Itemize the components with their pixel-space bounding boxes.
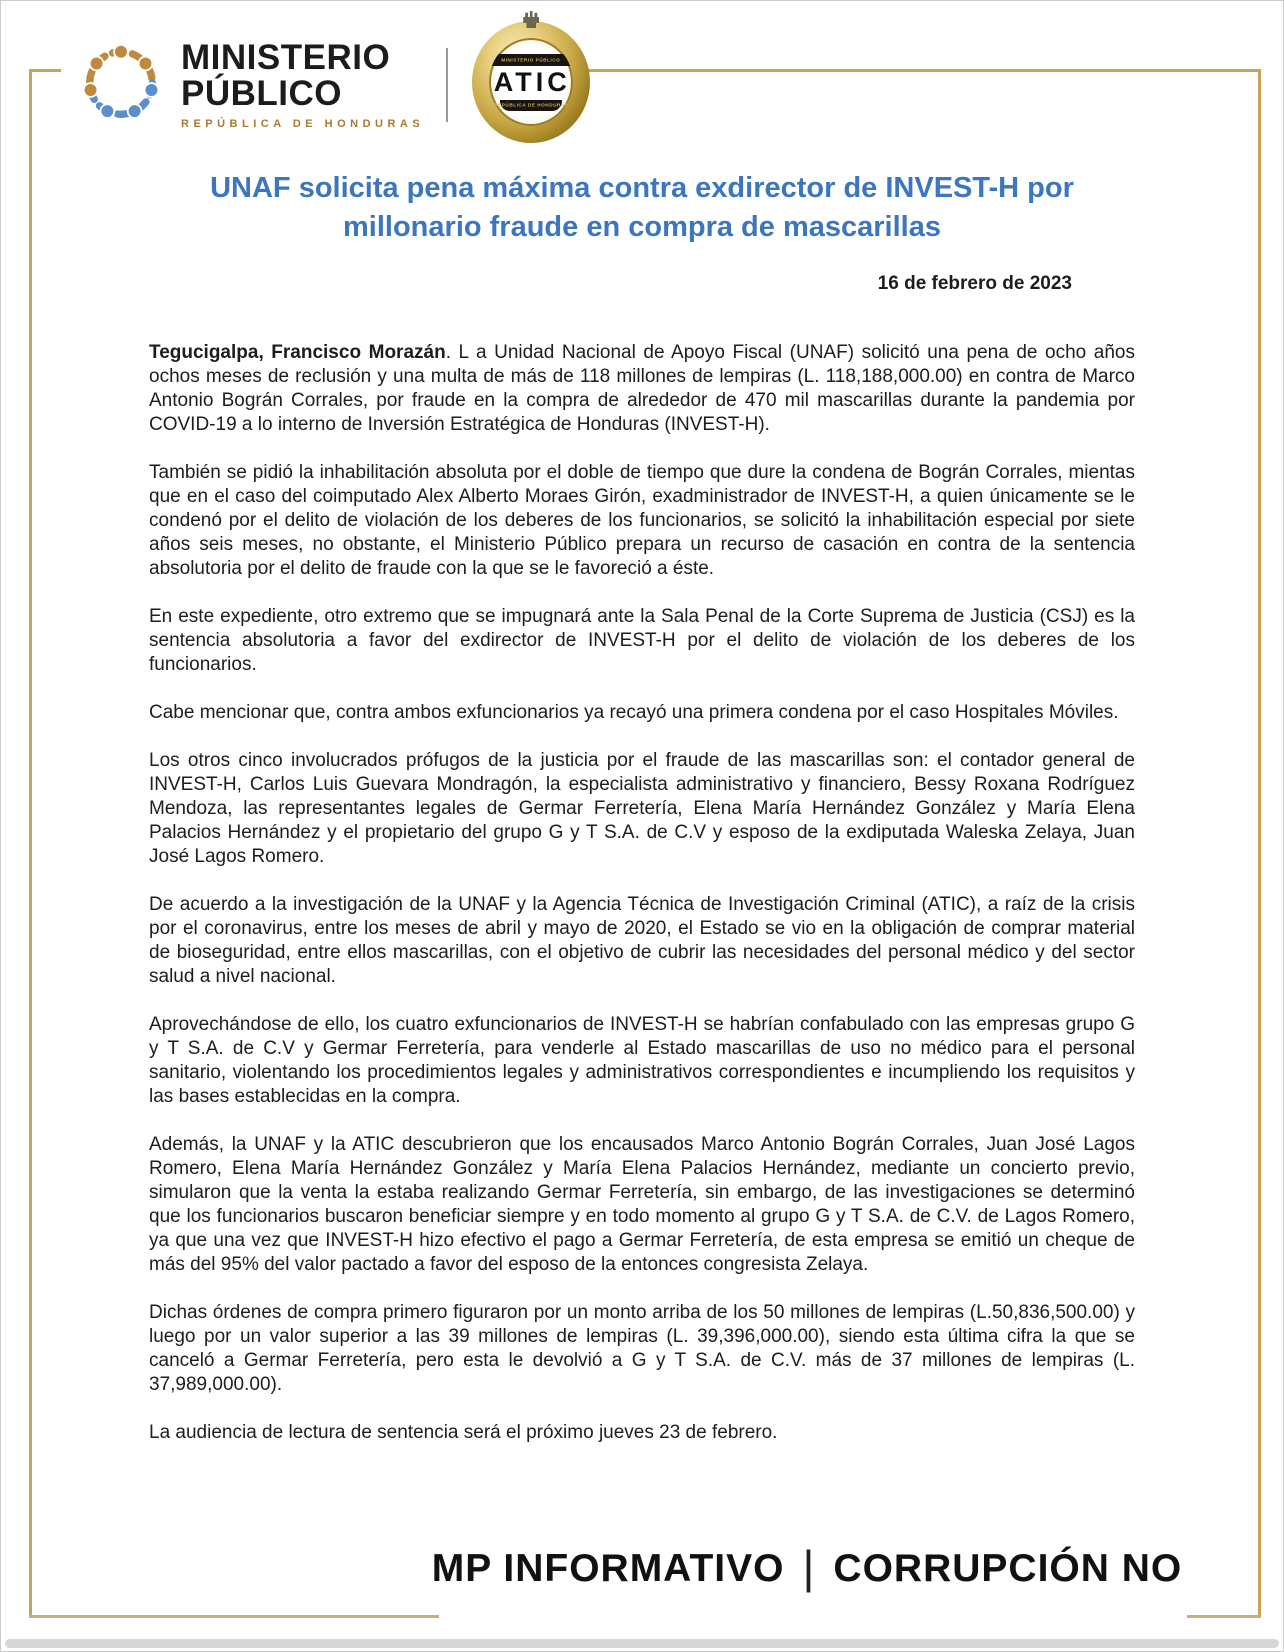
ministry-name-line2: PÚBLICO [181,73,342,113]
paragraph: Dichas órdenes de compra primero figuraron por un monto arriba de los 50 millones de lempiras (L.50,836,500.00) y luego por un valor superior a las 39 millones de lempiras (L. 39,396,000.00), siendo esta última cifra la que se canceló a Germar Ferretería, pero esta le devolvió a G y T S.A. de C.V. más de 37 millones de lempiras (L. 37,989,000.00). [149,1302,1135,1395]
ministry-wordmark [181,37,425,131]
gold-frame-top-left-stub [29,69,61,72]
paragraph: De acuerdo a la investigación de la UNAF y la Agencia Técnica de Investigación Criminal (ATIC), a raíz de la crisis por el coronavirus, entre los meses de abril y mayo de 2020, el Estado se vio en la obligación de comprar material de bioseguridad, entre ellos mascarillas, con el objetivo de cubrir las necesidades del personal médico y del sector salud a nivel nacional. [149,894,1135,987]
gold-frame-bottom-right-stub [1187,1615,1261,1618]
gold-frame-bottom-left-line [29,1615,439,1618]
atic-badge-icon [472,21,590,143]
gold-frame-top-right-line [537,69,1261,72]
footer-separator: | [802,1541,816,1593]
ministry-subtitle: REPÚBLICA DE HONDURAS [181,118,425,131]
footer-brand: MP INFORMATIVO [431,1547,785,1590]
article-date: 16 de febrero de 2023 [877,273,1072,294]
paragraph: También se pidió la inhabilitación absoluta por el doble de tiempo que dure la condena de Bográn Corrales, mientas que en el caso del coimputado Alex Alberto Moraes Girón, exadministrador de INVEST-H, a quien únicamente se le condenó por el delito de violación de los deberes de los funcionarios, se solicitó la inhabilitación especial por siete años seis meses, no obstante, el Ministerio Público prepara un recurso de casación en contra de la sentencia absolutoria por el delito de fraude con la que se le favoreció a éste. [149,462,1135,579]
atic-bottom-band: REPÚBLICA DE HONDURAS [500,100,562,111]
article [1,169,1283,1445]
paragraph: En este expediente, otro extremo que se impugnará ante la Sala Penal de la Corte Suprema de Justicia (CSJ) es la sentencia absolutoria a favor del exdirector de INVEST-H por el delito de violación de los deberes de los funcionarios. [149,606,1135,675]
gold-frame-left-line [29,69,32,1618]
paragraph: Cabe mencionar que, contra ambos exfuncionarios ya recayó una primera condena por el caso Hospitales Móviles. [149,702,1119,723]
ministerio-publico-logo-icon [75,37,167,134]
page-title-line1: UNAF solicita pena máxima contra exdirector de INVEST-H por [210,172,1074,204]
header [1,1,1283,143]
ministry-name-line1: MINISTERIO [181,37,391,77]
atic-top-band: MINISTERIO PÚBLICO [492,54,570,66]
page-title [149,169,1135,247]
logo-divider [446,48,448,122]
footer [1,1541,1283,1593]
page-title-line2: millonario fraude en compra de mascarillas [343,211,941,243]
gold-frame-right-line [1258,69,1261,1618]
paragraph: Los otros cinco involucrados prófugos de la justicia por el fraude de las mascarillas son: el contador general de INVEST-H, Carlos Luis Guevara Mondragón, la especialista administrativo y financiero, Bessy Roxana Rodríguez Mendoza, las representantes legales de Germar Ferretería, Elena María Hernández González y María Elena Palacios Hernández y el propietario del grupo G y T S.A. de C.V y esposo de la exdiputada Waleska Zelaya, Juan José Lagos Romero. [149,750,1135,867]
dateline: Tegucigalpa, Francisco Morazán [149,342,446,363]
page-bottom-edge [5,1639,1279,1648]
atic-logo [472,21,590,143]
paragraph: Aprovechándose de ello, los cuatro exfuncionarios de INVEST-H se habrían confabulado con las empresas grupo G y T S.A. de C.V y Germar Ferretería, para venderle al Estado mascarillas de uso no médico para el personal sanitario, violentando los procedimientos legales y administrativos correspondientes e incumpliendo los requisitos y las bases establecidas en la compra. [149,1014,1135,1107]
footer-slogan: CORRUPCIÓN NO [833,1547,1183,1590]
atic-label: ATIC [493,66,571,97]
paragraph: Además, la UNAF y la ATIC descubrieron que los encausados Marco Antonio Bográn Corrales, Juan José Lagos Romero, Elena María Hernández González y María Elena Palacios Hernández, mediante un concierto previo, simularon que la venta la estaba realizando Germar Ferretería, sin embargo, de las investigaciones se determinó que los funcionarios buscaron beneficiar siempre y en todo momento al grupo G y T S.A. de C.V. de Lagos Romero, ya que una vez que INVEST-H hizo efectivo el pago a Germar Ferretería, de esta empresa se emitió un cheque de más del 95% del valor pactado a favor del esposo de la entonces congresista Zelaya. [149,1134,1135,1275]
paragraph: La audiencia de lectura de sentencia será el próximo jueves 23 de febrero. [149,1422,778,1443]
paragraph: Tegucigalpa, Francisco Morazán. L a Unidad Nacional de Apoyo Fiscal (UNAF) solicitó una pena de ocho años ochos meses de reclusión y una multa de más de 118 millones de lempiras (L. 118,188,000.00) en contra de Marco Antonio Bográn Corrales, por fraude en la compra de alrededor de 470 mil mascarillas durante la pandemia por COVID-19 a lo interno de Inversión Estratégica de Honduras (INVEST-H). [149,342,1136,435]
